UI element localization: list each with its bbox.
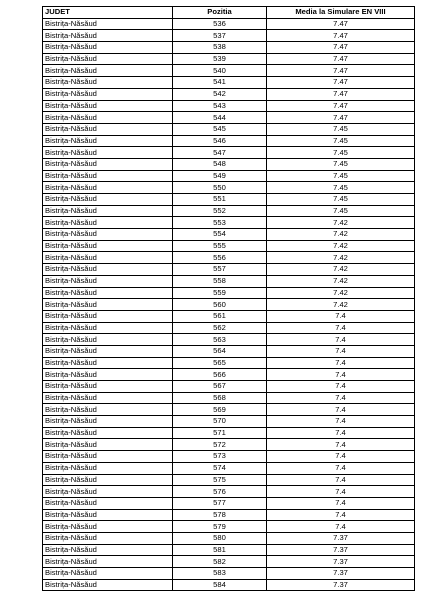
cell-media: 7.45: [267, 170, 415, 182]
table-row: [43, 229, 415, 241]
cell-media: 7.4: [267, 334, 415, 346]
cell-pozitia: 575: [173, 474, 267, 486]
cell-judet: Bistrița-Năsăud: [43, 568, 173, 580]
cell-judet: Bistrița-Năsăud: [43, 182, 173, 194]
cell-judet: Bistrița-Năsăud: [43, 556, 173, 568]
table-row: [43, 568, 415, 580]
cell-judet: Bistrița-Năsăud: [43, 77, 173, 89]
table-row: [43, 65, 415, 77]
cell-judet: Bistrița-Năsăud: [43, 194, 173, 206]
cell-judet: Bistrița-Năsăud: [43, 158, 173, 170]
cell-media: 7.4: [267, 345, 415, 357]
table-row: [43, 30, 415, 42]
cell-pozitia: 546: [173, 135, 267, 147]
table-row: [43, 369, 415, 381]
cell-pozitia: 548: [173, 158, 267, 170]
cell-judet: Bistrița-Năsăud: [43, 275, 173, 287]
cell-media: 7.42: [267, 299, 415, 311]
cell-pozitia: 574: [173, 462, 267, 474]
table-row: [43, 404, 415, 416]
cell-pozitia: 549: [173, 170, 267, 182]
header-media: Media la Simulare EN VIII: [267, 7, 415, 19]
cell-judet: Bistrița-Năsăud: [43, 392, 173, 404]
table-row: [43, 170, 415, 182]
cell-judet: Bistrița-Năsăud: [43, 404, 173, 416]
cell-judet: Bistrița-Năsăud: [43, 88, 173, 100]
cell-media: 7.47: [267, 88, 415, 100]
cell-media: 7.4: [267, 369, 415, 381]
cell-pozitia: 544: [173, 112, 267, 124]
table-row: [43, 427, 415, 439]
table-row: [43, 18, 415, 30]
cell-judet: Bistrița-Năsăud: [43, 345, 173, 357]
header-judet: JUDET: [43, 7, 173, 19]
table-row: [43, 100, 415, 112]
cell-pozitia: 543: [173, 100, 267, 112]
cell-media: 7.47: [267, 30, 415, 42]
cell-judet: Bistrița-Năsăud: [43, 170, 173, 182]
table-row: [43, 88, 415, 100]
cell-pozitia: 561: [173, 310, 267, 322]
cell-media: 7.47: [267, 112, 415, 124]
cell-media: 7.4: [267, 439, 415, 451]
cell-media: 7.47: [267, 18, 415, 30]
table-row: [43, 147, 415, 159]
table-row: [43, 521, 415, 533]
cell-pozitia: 583: [173, 568, 267, 580]
cell-judet: Bistrița-Năsăud: [43, 532, 173, 544]
cell-pozitia: 552: [173, 205, 267, 217]
cell-pozitia: 550: [173, 182, 267, 194]
cell-pozitia: 559: [173, 287, 267, 299]
table-row: [43, 158, 415, 170]
ranking-table: [42, 6, 415, 591]
cell-media: 7.4: [267, 322, 415, 334]
cell-pozitia: 554: [173, 229, 267, 241]
cell-pozitia: 571: [173, 427, 267, 439]
cell-judet: Bistrița-Năsăud: [43, 451, 173, 463]
cell-pozitia: 560: [173, 299, 267, 311]
cell-media: 7.37: [267, 568, 415, 580]
cell-media: 7.37: [267, 579, 415, 591]
cell-media: 7.4: [267, 451, 415, 463]
cell-judet: Bistrița-Năsăud: [43, 369, 173, 381]
table-row: [43, 264, 415, 276]
cell-media: 7.42: [267, 217, 415, 229]
table-row: [43, 381, 415, 393]
cell-media: 7.4: [267, 497, 415, 509]
cell-pozitia: 568: [173, 392, 267, 404]
cell-judet: Bistrița-Năsăud: [43, 310, 173, 322]
header-pozitia: Pozitia: [173, 7, 267, 19]
cell-media: 7.45: [267, 147, 415, 159]
cell-judet: Bistrița-Năsăud: [43, 53, 173, 65]
cell-media: 7.4: [267, 310, 415, 322]
cell-media: 7.37: [267, 532, 415, 544]
cell-pozitia: 566: [173, 369, 267, 381]
cell-pozitia: 565: [173, 357, 267, 369]
table-body: [43, 18, 415, 591]
cell-pozitia: 569: [173, 404, 267, 416]
table-row: [43, 287, 415, 299]
table-row: [43, 275, 415, 287]
cell-judet: Bistrița-Năsăud: [43, 147, 173, 159]
cell-judet: Bistrița-Năsăud: [43, 509, 173, 521]
table-row: [43, 556, 415, 568]
table-row: [43, 182, 415, 194]
cell-judet: Bistrița-Năsăud: [43, 462, 173, 474]
table-row: [43, 462, 415, 474]
cell-judet: Bistrița-Năsăud: [43, 334, 173, 346]
cell-judet: Bistrița-Năsăud: [43, 521, 173, 533]
table-row: [43, 53, 415, 65]
table-row: [43, 77, 415, 89]
cell-judet: Bistrița-Năsăud: [43, 123, 173, 135]
cell-media: 7.42: [267, 252, 415, 264]
cell-media: 7.45: [267, 123, 415, 135]
cell-media: 7.4: [267, 462, 415, 474]
cell-media: 7.45: [267, 194, 415, 206]
cell-judet: Bistrița-Năsăud: [43, 579, 173, 591]
table-row: [43, 486, 415, 498]
cell-judet: Bistrița-Năsăud: [43, 18, 173, 30]
cell-judet: Bistrița-Năsăud: [43, 65, 173, 77]
cell-media: 7.4: [267, 392, 415, 404]
cell-media: 7.42: [267, 287, 415, 299]
cell-media: 7.42: [267, 229, 415, 241]
cell-media: 7.45: [267, 158, 415, 170]
cell-pozitia: 541: [173, 77, 267, 89]
cell-judet: Bistrița-Năsăud: [43, 299, 173, 311]
cell-pozitia: 540: [173, 65, 267, 77]
cell-media: 7.4: [267, 509, 415, 521]
cell-pozitia: 572: [173, 439, 267, 451]
cell-media: 7.45: [267, 182, 415, 194]
cell-pozitia: 582: [173, 556, 267, 568]
cell-pozitia: 537: [173, 30, 267, 42]
cell-judet: Bistrița-Năsăud: [43, 217, 173, 229]
cell-pozitia: 578: [173, 509, 267, 521]
table-row: [43, 310, 415, 322]
cell-pozitia: 555: [173, 240, 267, 252]
cell-pozitia: 556: [173, 252, 267, 264]
table-row: [43, 392, 415, 404]
cell-judet: Bistrița-Năsăud: [43, 264, 173, 276]
table-row: [43, 474, 415, 486]
table-row: [43, 416, 415, 428]
cell-judet: Bistrița-Năsăud: [43, 497, 173, 509]
cell-media: 7.45: [267, 205, 415, 217]
cell-judet: Bistrița-Năsăud: [43, 42, 173, 54]
table-row: [43, 509, 415, 521]
table-row: [43, 252, 415, 264]
table-row: [43, 357, 415, 369]
cell-media: 7.4: [267, 474, 415, 486]
cell-pozitia: 545: [173, 123, 267, 135]
cell-pozitia: 584: [173, 579, 267, 591]
cell-pozitia: 579: [173, 521, 267, 533]
cell-judet: Bistrița-Năsăud: [43, 322, 173, 334]
cell-judet: Bistrița-Năsăud: [43, 474, 173, 486]
cell-media: 7.4: [267, 427, 415, 439]
cell-pozitia: 557: [173, 264, 267, 276]
cell-pozitia: 553: [173, 217, 267, 229]
cell-judet: Bistrița-Năsăud: [43, 427, 173, 439]
cell-judet: Bistrița-Năsăud: [43, 544, 173, 556]
cell-judet: Bistrița-Năsăud: [43, 416, 173, 428]
table-row: [43, 322, 415, 334]
cell-pozitia: 573: [173, 451, 267, 463]
table-row: [43, 334, 415, 346]
cell-media: 7.4: [267, 486, 415, 498]
cell-judet: Bistrița-Năsăud: [43, 205, 173, 217]
cell-media: 7.42: [267, 240, 415, 252]
cell-judet: Bistrița-Năsăud: [43, 30, 173, 42]
cell-media: 7.4: [267, 381, 415, 393]
table-row: [43, 205, 415, 217]
cell-media: 7.47: [267, 77, 415, 89]
header-row: [43, 7, 415, 19]
table-row: [43, 217, 415, 229]
cell-pozitia: 539: [173, 53, 267, 65]
cell-judet: Bistrița-Năsăud: [43, 357, 173, 369]
table-row: [43, 451, 415, 463]
table-row: [43, 299, 415, 311]
cell-judet: Bistrița-Năsăud: [43, 381, 173, 393]
cell-judet: Bistrița-Năsăud: [43, 439, 173, 451]
cell-media: 7.37: [267, 544, 415, 556]
cell-pozitia: 576: [173, 486, 267, 498]
cell-judet: Bistrița-Năsăud: [43, 287, 173, 299]
table-row: [43, 579, 415, 591]
table-row: [43, 194, 415, 206]
cell-pozitia: 562: [173, 322, 267, 334]
cell-pozitia: 536: [173, 18, 267, 30]
cell-pozitia: 570: [173, 416, 267, 428]
cell-judet: Bistrița-Năsăud: [43, 252, 173, 264]
cell-media: 7.47: [267, 100, 415, 112]
table-row: [43, 135, 415, 147]
cell-media: 7.47: [267, 42, 415, 54]
cell-media: 7.4: [267, 404, 415, 416]
cell-pozitia: 547: [173, 147, 267, 159]
cell-media: 7.37: [267, 556, 415, 568]
cell-media: 7.45: [267, 135, 415, 147]
cell-judet: Bistrița-Năsăud: [43, 229, 173, 241]
cell-pozitia: 558: [173, 275, 267, 287]
table-row: [43, 497, 415, 509]
cell-judet: Bistrița-Năsăud: [43, 240, 173, 252]
cell-media: 7.47: [267, 65, 415, 77]
cell-judet: Bistrița-Năsăud: [43, 135, 173, 147]
table-row: [43, 544, 415, 556]
table-row: [43, 42, 415, 54]
cell-pozitia: 538: [173, 42, 267, 54]
cell-media: 7.4: [267, 357, 415, 369]
cell-pozitia: 580: [173, 532, 267, 544]
table-row: [43, 439, 415, 451]
cell-pozitia: 567: [173, 381, 267, 393]
cell-media: 7.4: [267, 521, 415, 533]
cell-media: 7.47: [267, 53, 415, 65]
cell-pozitia: 563: [173, 334, 267, 346]
cell-media: 7.42: [267, 275, 415, 287]
cell-judet: Bistrița-Năsăud: [43, 100, 173, 112]
cell-pozitia: 551: [173, 194, 267, 206]
table-row: [43, 112, 415, 124]
cell-pozitia: 564: [173, 345, 267, 357]
cell-judet: Bistrița-Năsăud: [43, 112, 173, 124]
cell-media: 7.4: [267, 416, 415, 428]
table-row: [43, 240, 415, 252]
cell-media: 7.42: [267, 264, 415, 276]
cell-judet: Bistrița-Năsăud: [43, 486, 173, 498]
table-row: [43, 532, 415, 544]
cell-pozitia: 542: [173, 88, 267, 100]
table-row: [43, 123, 415, 135]
cell-pozitia: 577: [173, 497, 267, 509]
table-row: [43, 345, 415, 357]
cell-pozitia: 581: [173, 544, 267, 556]
